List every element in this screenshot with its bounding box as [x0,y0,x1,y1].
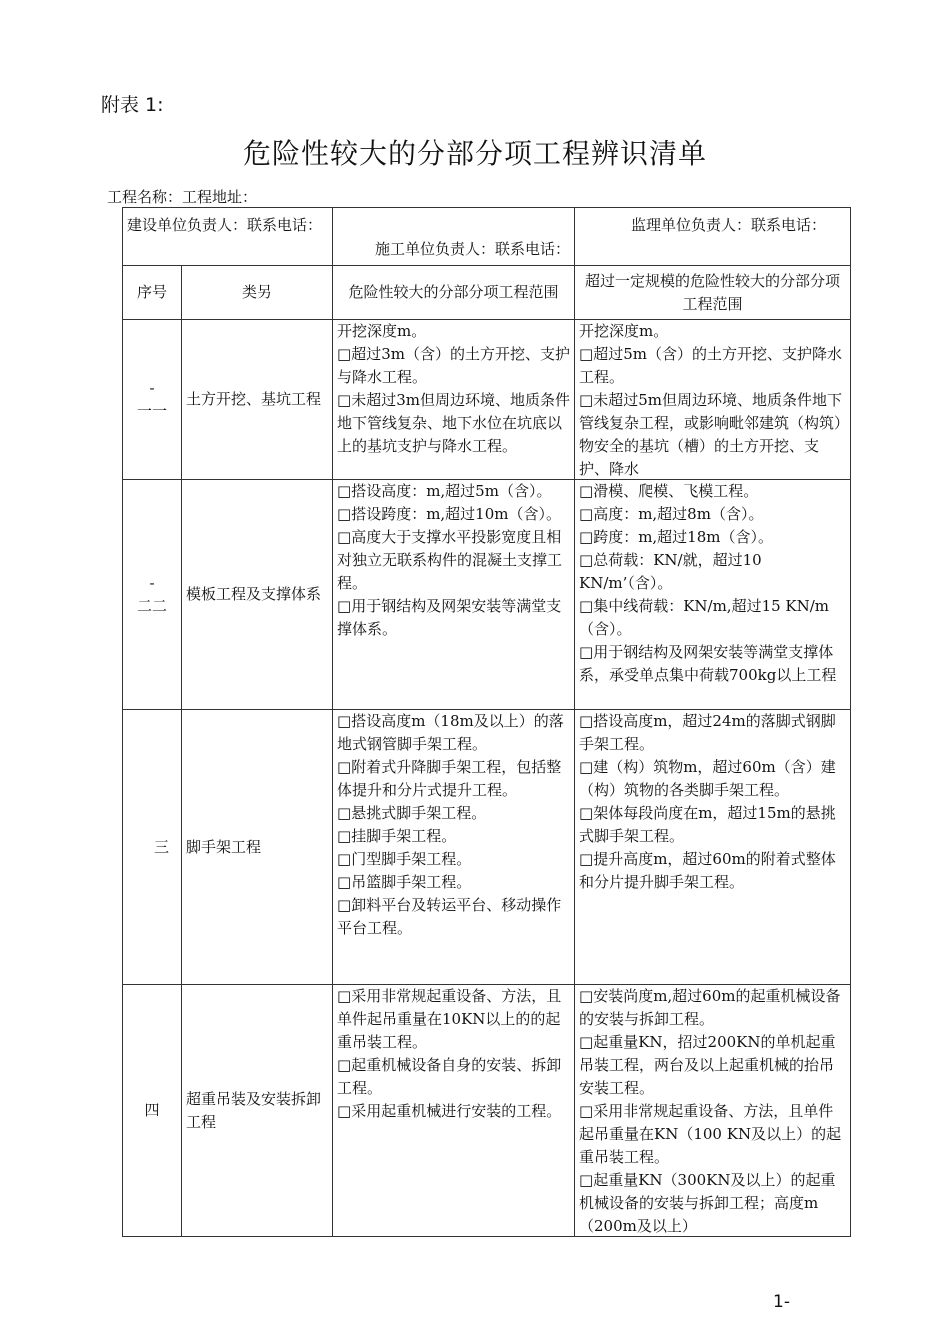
cell-line: □附着式升降脚手架工程，包括整体提升和分片式提升工程。 [337,758,562,799]
cell-line: □搭设高度m，超过24m的落脚式钢脚手架工程。 [579,712,836,753]
cell-line: □跨度：m,超过18m（含）。 [579,528,773,546]
header-seq: 序号 [123,266,182,320]
cell-line: □悬挑式脚手架工程。 [337,804,487,822]
hazard-identification-table [122,207,851,1237]
row-category: 超重吊装及安装拆卸工程 [182,985,333,1237]
row-scope [333,985,575,1237]
header-category: 类另 [182,266,333,320]
header-beyond-scope: 超过一定规模的危险性较大的分部分项工程范围 [575,266,851,320]
table-row [123,480,851,710]
row-scope [333,710,575,985]
builder-responsible: 建设单位负责人：联系电话： [123,208,333,266]
page-number: 1- [773,1292,790,1312]
cell-line: □搭设高度：m,超过5m（含）。 [337,482,552,500]
cell-line: 开挖深度m。 [337,322,427,340]
cell-line: □滑模、爬模、飞模工程。 [579,482,759,500]
row-beyond-scope [575,480,851,710]
cell-line: □门型脚手架工程。 [337,850,472,868]
cell-line: □未超过5m但周边环境、地质条件地下管线复杂工程，或影响毗邻建筑（构筑）物安全的基坑（槽）的土方开挖、支护、降水 [579,391,842,478]
cell-line: □超过3m（含）的土方开挖、支护与降水工程。 [337,345,570,386]
cell-line: □起重量KN，招过200KN的单机起重吊装工程，两台及以上起重机械的抬吊安装工程。 [579,1033,836,1097]
row-category: 模板工程及支撑体系 [182,480,333,710]
cell-line: □提升高度m，超过60m的附着式整体和分片提升脚手架工程。 [579,850,836,891]
row-category: 脚手架工程 [182,710,333,985]
cell-line: □采用非常规起重设备、方法，且单件起吊重量在KN（100 KN及以上）的起重吊装工程。 [579,1102,842,1166]
row-seq: 四 [123,985,182,1237]
cell-line: □高度大于支撑水平投影宽度且相对独立无联系构件的混凝土支撑工程。 [337,528,563,592]
supervisor-responsible: 监理单位负责人：联系电话： [575,208,851,266]
row-seq: - 二二 [123,480,182,710]
project-info-line: 工程名称：工程地址： [107,188,258,206]
cell-line: □起重量KN（300KN及以上）的起重机械设备的安装与拆卸工程；高度m（200m及以上） [579,1171,836,1235]
cell-line: □用于钢结构及网架安装等满堂支撑体系，承受单点集中荷载700kg以上工程 [579,643,837,684]
row-scope [333,320,575,480]
cell-line: □采用起重机械进行安装的工程。 [337,1102,562,1120]
row-beyond-scope [575,985,851,1237]
responsibles-row [123,208,851,266]
row-category: 土方开挖、基坑工程 [182,320,333,480]
row-beyond-scope [575,320,851,480]
row-beyond-scope [575,710,851,985]
column-header-row [123,266,851,320]
cell-line: □未超过3m但周边环境、地质条件地下管线复杂、地下水位在坑底以上的基坑支护与降水工程。 [337,391,570,455]
cell-line: □吊篮脚手架工程。 [337,873,472,891]
cell-line: □架体每段尚度在m，超过15m的悬挑式脚手架工程。 [579,804,836,845]
row-scope [333,480,575,710]
cell-line: □起重机械设备自身的安装、拆卸工程。 [337,1056,562,1097]
cell-line: □用于钢结构及网架安装等满堂支撑体系。 [337,597,562,638]
cell-line: □安装尚度m,超过60m的起重机械设备的安装与拆卸工程。 [579,987,841,1028]
cell-line: □高度：m,超过8m（含）。 [579,505,764,523]
table-row [123,710,851,985]
cell-line: □建（构）筑物m，超过60m（含）建（构）筑物的各类脚手架工程。 [579,758,836,799]
cell-line: □超过5m（含）的土方开挖、支护降水工程。 [579,345,842,386]
cell-line: □采用非常规起重设备、方法，且单件起吊重量在10KN以上的的起重吊装工程。 [337,987,562,1051]
cell-line: □挂脚手架工程。 [337,827,457,845]
cell-line: □卸料平台及转运平台、移动操作平台工程。 [337,896,562,937]
cell-line: □搭设高度m（18m及以上）的落地式钢管脚手架工程。 [337,712,564,753]
table-row [123,985,851,1237]
cell-line: □搭设跨度：m,超过10m（含）。 [337,505,561,523]
cell-line: □集中线荷载：KN/m,超过15 KN/m（含）。 [579,597,830,638]
cell-line: 开挖深度m。 [579,322,669,340]
row-seq: 三 [123,710,182,985]
page-title: 危险性较大的分部分项工程辨识清单 [242,137,707,170]
constructor-responsible: 施工单位负责人：联系电话： [333,208,575,266]
header-scope: 危险性较大的分部分项工程范围 [333,266,575,320]
table-row [123,320,851,480]
attachment-label: 附表 1: [101,94,164,116]
row-seq: - 一一 [123,320,182,480]
cell-line: □总荷载：KN/就，超过10 KN/m’（含）。 [579,551,762,592]
